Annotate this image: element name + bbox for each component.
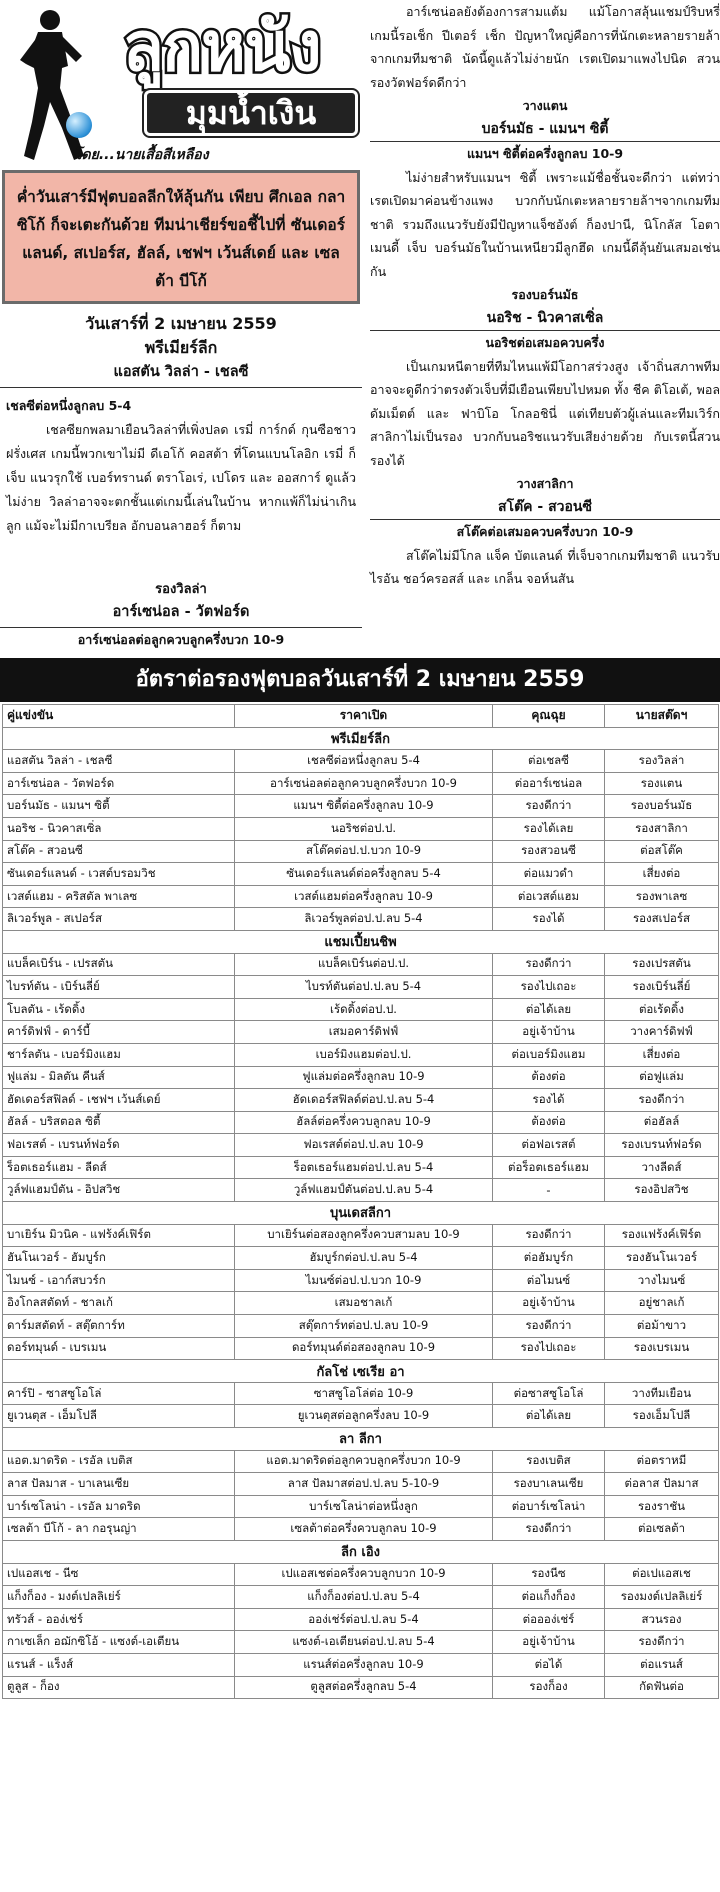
cell-tipster-1: อยู่เจ้าบ้าน	[493, 1021, 605, 1044]
byline: โดย...นายเสื้อสีเหลือง	[74, 147, 209, 163]
cell-tipster-2: สวนรอง	[605, 1608, 719, 1631]
cell-opening-odds: วูล์ฟแฮมป์ตันต่อป.ป.ลบ 5-4	[235, 1179, 493, 1202]
table-row	[3, 1315, 719, 1338]
cell-opening-odds: เวสต์แฮมต่อครึ่งลูกลบ 10-9	[235, 885, 493, 908]
cell-tipster-2: รองราชัน	[605, 1495, 719, 1518]
cell-matchup: แอสตัน วิลล่า - เชลซี	[3, 750, 235, 773]
cell-matchup: สโต๊ค - สวอนซี	[3, 840, 235, 863]
cell-opening-odds: ลาส ปัลมาสต่อป.ป.ลบ 5-10-9	[235, 1473, 493, 1496]
cell-opening-odds: เสมอคาร์ดิฟฟ์	[235, 1021, 493, 1044]
league-header-row	[3, 1428, 719, 1451]
cell-tipster-2: รองเบิร์นลี่ย์	[605, 976, 719, 999]
cell-tipster-1: ต่อซาสซูโอโล่	[493, 1382, 605, 1405]
cell-matchup: แรนส์ - แร็งส์	[3, 1653, 235, 1676]
cell-matchup: แก็งก็อง - มงต์เปลลิเย่ร์	[3, 1586, 235, 1609]
tip-label: รองวิลล่า	[155, 582, 207, 597]
article-paragraph: สโต๊คไม่มีโกล แจ็ค บัตแลนด์ ที่เจ็บจากเกมทีมชาติ แนวรับ ไรอัน ชอว์ครอสส์ และ เกล็น จอห์นสัน	[370, 547, 720, 586]
cell-tipster-1: รองสวอนซี	[493, 840, 605, 863]
cell-tipster-2: รองแฟร้งค์เฟิร์ต	[605, 1224, 719, 1247]
cell-matchup: ฮัดเดอร์สฟิลด์ - เชฟฯ เว้นส์เดย์	[3, 1089, 235, 1112]
league-header-row	[3, 1540, 719, 1563]
cell-tipster-1: รองได้เลย	[493, 817, 605, 840]
cell-tipster-1: ต้องต่อ	[493, 1111, 605, 1134]
table-row	[3, 1586, 719, 1609]
cell-tipster-1: ต้องต่อ	[493, 1066, 605, 1089]
cell-tipster-2: กัดฟันต่อ	[605, 1676, 719, 1699]
cell-matchup: ฟูแล่ม - มิลตัน คีนส์	[3, 1066, 235, 1089]
cell-tipster-2: รองเบรเมน	[605, 1337, 719, 1360]
cell-matchup: ร็อตเธอร์แฮม - ลีดส์	[3, 1156, 235, 1179]
cell-tipster-1: ต่อเบอร์มิงแฮม	[493, 1043, 605, 1066]
table-row	[3, 998, 719, 1021]
odds-table-body	[3, 727, 719, 1699]
header-tipster-1: คุณฉุย	[493, 705, 605, 728]
cell-matchup: เซลต้า บีโก้ - ลา กอรุนญ่า	[3, 1518, 235, 1541]
cell-tipster-2: ต่อฮัลล์	[605, 1111, 719, 1134]
promo-box: ค่ำวันเสาร์มีฟุตบอลลีกให้ลุ้นกัน เพียบ ศึกเอล กลาซิโก้ ก็จะเตะกันด้วย ทีมน่าเชียร์ขอชี้ไปที่ ซันเดอร์แลนด์, สเปอร์ส, ฮัลล์, เชฟฯ เว้นส์เดย์ และ เซลต้า บีโก้	[2, 170, 360, 304]
cell-tipster-2: รองบอร์นมัธ	[605, 795, 719, 818]
cell-tipster-1: รองดีกว่า	[493, 953, 605, 976]
cell-matchup: ทรัวส์ - ออง่เช่ร์	[3, 1608, 235, 1631]
header-opening-odds: ราคาเปิด	[235, 705, 493, 728]
cell-tipster-2: วางลีดส์	[605, 1156, 719, 1179]
top-section	[0, 0, 720, 652]
cell-tipster-1: ต่อฮัมบูร์ก	[493, 1247, 605, 1270]
cell-tipster-1: รองได้	[493, 908, 605, 931]
cell-opening-odds: เชลซีต่อหนึ่งลูกลบ 5-4	[235, 750, 493, 773]
cell-tipster-2: รองดีกว่า	[605, 1089, 719, 1112]
cell-tipster-2: อยู่ชาลเก้	[605, 1292, 719, 1315]
cell-tipster-2: รองพาเลซ	[605, 885, 719, 908]
cell-tipster-1: รองได้	[493, 1089, 605, 1112]
table-row	[3, 863, 719, 886]
table-row	[3, 1608, 719, 1631]
cell-tipster-2: ต่อฟูแล่ม	[605, 1066, 719, 1089]
league-header-row	[3, 1202, 719, 1225]
cell-matchup: ดอร์ทมุนด์ - เบรเมน	[3, 1337, 235, 1360]
table-header-row	[3, 705, 719, 728]
table-row	[3, 1089, 719, 1112]
tip-label: รองบอร์นมัธ	[511, 287, 579, 302]
cell-opening-odds: ดอร์ทมุนด์ต่อสองลูกลบ 10-9	[235, 1337, 493, 1360]
cell-opening-odds: ฮัดเดอร์สฟิลด์ต่อป.ป.ลบ 5-4	[235, 1089, 493, 1112]
cell-matchup: ซันเดอร์แลนด์ - เวสต์บรอมวิช	[3, 863, 235, 886]
cell-tipster-2: เสี่ยงต่อ	[605, 1043, 719, 1066]
cell-matchup: เปแอสเช - นีซ	[3, 1563, 235, 1586]
tip-label: วางสาลิกา	[516, 476, 574, 491]
cell-tipster-1: ต่อเชลซี	[493, 750, 605, 773]
cell-tipster-1: ต่อฟอเรสต์	[493, 1134, 605, 1157]
cell-tipster-2: รองเบรนท์ฟอร์ด	[605, 1134, 719, 1157]
cell-tipster-1: ต่อไมนซ์	[493, 1269, 605, 1292]
cell-tipster-2: รองสเปอร์ส	[605, 908, 719, 931]
table-row	[3, 1021, 719, 1044]
cell-opening-odds: แอต.มาดริดต่อลูกควบลูกครึ่งบวก 10-9	[235, 1450, 493, 1473]
cell-matchup: บอร์นมัธ - แมนฯ ซิตี้	[3, 795, 235, 818]
table-row	[3, 840, 719, 863]
cell-opening-odds: ลิเวอร์พูลต่อป.ป.ลบ 5-4	[235, 908, 493, 931]
match-odds: นอริชต่อเสมอควบครึ่ง	[485, 335, 605, 350]
cell-tipster-2: ต่อตราหมี	[605, 1450, 719, 1473]
cell-matchup: กาเซเล็ก อฌักซิโอ้ - แซงต์-เอเตียน	[3, 1631, 235, 1654]
tip-label: วางแตน	[522, 98, 568, 113]
cell-matchup: ไมนซ์ - เอาก์สบวร์ก	[3, 1269, 235, 1292]
cell-tipster-2: ต่อเปแอสเช	[605, 1563, 719, 1586]
table-row	[3, 1066, 719, 1089]
logo-main-text: ลูกหนัง	[122, 8, 320, 87]
cell-tipster-1: ต่อเวสต์แฮม	[493, 885, 605, 908]
article-paragraph: อาร์เซน่อลยังต้องการสามแต้ม แม้โอกาสลุ้นแชมป์ริบหรี่ เกมนี้รอเช็ก ปีเตอร์ เช็ก ปัญหาใหญ่คือการที่นักเตะหลายรายล้าจากเกมทีมชาติ นัดนี้ดูแล้วไม่ง่ายนัก เรตเปิดมาแพงไปนิด สวนรองวัตฟอร์ดดีกว่า	[370, 4, 720, 90]
cell-matchup: ยูเวนตุส - เอ็มโปลี	[3, 1405, 235, 1428]
table-row	[3, 1269, 719, 1292]
league-name: แชมเปี้ยนชิพ	[3, 930, 719, 953]
cell-matchup: วูล์ฟแฮมป์ตัน - อิปสวิช	[3, 1179, 235, 1202]
article-league: พรีเมียร์ลีก	[144, 338, 218, 357]
cell-tipster-2: วางไมนซ์	[605, 1269, 719, 1292]
article-body: เชลซียกพลมาเยือนวิลล่าที่เพิ่งปลด เรมี่ การ์กด์ กุนซือชาวฝรั่งเศส เกมนี้พวกเขาไม่มี ดีเอโก้ คอสต้า ที่โดนแบนโลอิก เรมี่ ก็เจ็บ แนวรุกใช้ เบอร์ทรานด์ ตราโอเร่, เปโดร และ ออสการ์ ดูแล้วไม่ง่าย วิลล่าอาจจะตกชั้นแต่เกมนี้เล่นในบ้าน หากแพ้ก็ไม่น่าเกินลูก แม้จะไม่มีกาเบรียล อักบอนลาฮอร์ ก็ตาม	[6, 422, 356, 533]
cell-tipster-1: รองเบติส	[493, 1450, 605, 1473]
cell-opening-odds: อาร์เซน่อลต่อลูกควบลูกครึ่งบวก 10-9	[235, 772, 493, 795]
cell-tipster-2: วางทีมเยือน	[605, 1382, 719, 1405]
cell-tipster-2: ต่อเร้ดดิ้ง	[605, 998, 719, 1021]
cell-tipster-1: รองก็อง	[493, 1676, 605, 1699]
table-row	[3, 1495, 719, 1518]
cell-tipster-2: รองอิปสวิช	[605, 1179, 719, 1202]
cell-matchup: เวสต์แฮม - คริสตัล พาเลซ	[3, 885, 235, 908]
cell-tipster-2: ต่อลาส ปัลมาส	[605, 1473, 719, 1496]
cell-tipster-1: รองบาเลนเซีย	[493, 1473, 605, 1496]
cell-opening-odds: เบอร์มิงแฮมต่อป.ป.	[235, 1043, 493, 1066]
cell-tipster-2: ต่อม้าขาว	[605, 1315, 719, 1338]
header-matchup: คู่แข่งขัน	[3, 705, 235, 728]
table-row	[3, 1247, 719, 1270]
cell-tipster-2: รองวิลล่า	[605, 750, 719, 773]
cell-tipster-1: ต่อร็อตเธอร์แฮม	[493, 1156, 605, 1179]
cell-matchup: โบลตัน - เร้ดดิ้ง	[3, 998, 235, 1021]
table-row	[3, 1382, 719, 1405]
cell-opening-odds: เสมอชาลเก้	[235, 1292, 493, 1315]
league-header-row	[3, 1360, 719, 1383]
cell-tipster-1: รองดีกว่า	[493, 1224, 605, 1247]
article-date: วันเสาร์ที่ 2 เมษายน 2559	[85, 314, 277, 333]
cell-matchup: แอต.มาดริด - เรอัล เบติส	[3, 1450, 235, 1473]
cell-matchup: ฮันโนเวอร์ - ฮัมบูร์ก	[3, 1247, 235, 1270]
table-row	[3, 1337, 719, 1360]
table-row	[3, 750, 719, 773]
cell-opening-odds: แรนส์ต่อครึ่งลูกลบ 10-9	[235, 1653, 493, 1676]
match-title: นอริช - นิวคาสเซิ่ล	[370, 307, 720, 332]
cell-tipster-1: รองดีกว่า	[493, 1518, 605, 1541]
cell-opening-odds: แก็งก็องต่อป.ป.ลบ 5-4	[235, 1586, 493, 1609]
table-row	[3, 1518, 719, 1541]
match-odds: อาร์เซน่อลต่อลูกควบลูกครึ่งบวก 10-9	[77, 632, 285, 647]
cell-opening-odds: เซลต้าต่อครึ่งควบลูกลบ 10-9	[235, 1518, 493, 1541]
cell-matchup: ลาส ปัลมาส - บาเลนเซีย	[3, 1473, 235, 1496]
cell-tipster-1: ต่อแมวดำ	[493, 863, 605, 886]
cell-tipster-1: รองดีกว่า	[493, 795, 605, 818]
cell-opening-odds: แบล็คเบิร์นต่อป.ป.	[235, 953, 493, 976]
table-row	[3, 772, 719, 795]
cell-matchup: ชาร์ลตัน - เบอร์มิงแฮม	[3, 1043, 235, 1066]
cell-tipster-1: ต่อได้เลย	[493, 998, 605, 1021]
table-row	[3, 953, 719, 976]
cell-matchup: บาร์เซโลน่า - เรอัล มาดริด	[3, 1495, 235, 1518]
left-column	[0, 0, 362, 652]
cell-tipster-2: วางคาร์ดิฟฟ์	[605, 1021, 719, 1044]
match-title: อาร์เซน่อล - วัตฟอร์ด	[0, 600, 362, 628]
cell-opening-odds: ซันเดอร์แลนด์ต่อครึ่งลูกลบ 5-4	[235, 863, 493, 886]
cell-matchup: ไบรท์ตัน - เบิร์นลี่ย์	[3, 976, 235, 999]
cell-opening-odds: นอริชต่อป.ป.	[235, 817, 493, 840]
odds-table	[2, 704, 719, 1699]
masthead-logo	[4, 6, 360, 164]
table-row	[3, 908, 719, 931]
table-row	[3, 1179, 719, 1202]
match-odds: แมนฯ ซิตี้ต่อครึ่งลูกลบ 10-9	[466, 146, 624, 161]
cell-opening-odds: บาเยิร์นต่อสองลูกครึ่งควบสามลบ 10-9	[235, 1224, 493, 1247]
cell-opening-odds: สโต๊คต่อป.ป.บวก 10-9	[235, 840, 493, 863]
cell-opening-odds: ฮัลล์ต่อครึ่งควบลูกลบ 10-9	[235, 1111, 493, 1134]
cell-tipster-1: รองไปเถอะ	[493, 976, 605, 999]
cell-matchup: ดาร์มสตัดท์ - สตุ๊ตการ์ท	[3, 1315, 235, 1338]
cell-tipster-2: รองมงต์เปลลิเย่ร์	[605, 1586, 719, 1609]
cell-opening-odds: สตุ๊ตการ์ทต่อป.ป.ลบ 10-9	[235, 1315, 493, 1338]
league-header-row	[3, 727, 719, 750]
cell-matchup: นอริช - นิวคาสเซิ่ล	[3, 817, 235, 840]
table-row	[3, 885, 719, 908]
table-row	[3, 1224, 719, 1247]
cell-tipster-1: ต่ออาร์เซน่อล	[493, 772, 605, 795]
cell-opening-odds: ร็อตเธอร์แฮมต่อป.ป.ลบ 5-4	[235, 1156, 493, 1179]
league-name: พรีเมียร์ลีก	[3, 727, 719, 750]
table-row	[3, 817, 719, 840]
table-row	[3, 1473, 719, 1496]
article-paragraph: เป็นเกมหนีตายที่ทีมไหนแพ้มีโอกาสร่วงสูง เจ้าถิ่นสภาพทีมอาจจะดูดีกว่าตรงตัวเจ็บที่มีเยือนเพียบไปหมด ทั้ง ชีค ติโอเต้, พอล ดัมเม็ตต์ และ ฟาบิโอ โกลอชินี่ แต่เทียบตัวผู้เล่นและทีมเวิร์ก สาลิกาไม่เป็นรอง บวกกับนอริชแนวรับเสียง่ายด้วย กับเรตนี้สวนรองได้	[370, 358, 720, 468]
cell-matchup: คาร์ดิฟฟ์ - ดาร์บี้	[3, 1021, 235, 1044]
cell-matchup: ฟอเรสต์ - เบรนท์ฟอร์ด	[3, 1134, 235, 1157]
cell-matchup: แบล็คเบิร์น - เปรสตัน	[3, 953, 235, 976]
cell-opening-odds: แมนฯ ซิตี้ต่อครึ่งลูกลบ 10-9	[235, 795, 493, 818]
header-tipster-2: นายสต๊ดฯ	[605, 705, 719, 728]
cell-tipster-1: ต่อได้เลย	[493, 1405, 605, 1428]
cell-tipster-1: ต่อแก็งก็อง	[493, 1586, 605, 1609]
cell-tipster-1: อยู่เจ้าบ้าน	[493, 1631, 605, 1654]
cell-matchup: ตูลูส - ก็อง	[3, 1676, 235, 1699]
table-row	[3, 795, 719, 818]
table-row	[3, 1631, 719, 1654]
cell-opening-odds: ซาสซูโอโล่ต่อ 10-9	[235, 1382, 493, 1405]
cell-opening-odds: ตูลูสต่อครึ่งลูกลบ 5-4	[235, 1676, 493, 1699]
cell-tipster-1: ต่อออง่เช่ร์	[493, 1608, 605, 1631]
table-row	[3, 1043, 719, 1066]
cell-tipster-2: รองเอ็มโปลี	[605, 1405, 719, 1428]
cell-matchup: ลิเวอร์พูล - สเปอร์ส	[3, 908, 235, 931]
cell-tipster-2: รองฮันโนเวอร์	[605, 1247, 719, 1270]
cell-tipster-1: รองดีกว่า	[493, 1315, 605, 1338]
match-odds: สโต๊คต่อเสมอควบครึ่งบวก 10-9	[456, 524, 634, 539]
table-row	[3, 1653, 719, 1676]
cell-matchup: ฮัลล์ - บริสตอล ซิตี้	[3, 1111, 235, 1134]
league-name: กัลโช่ เซเรีย อา	[3, 1360, 719, 1383]
table-row	[3, 1134, 719, 1157]
table-row	[3, 1450, 719, 1473]
cell-tipster-1: -	[493, 1179, 605, 1202]
table-row	[3, 1405, 719, 1428]
match-odds: เชลซีต่อหนึ่งลูกลบ 5-4	[6, 398, 132, 413]
cell-opening-odds: ฮัมบูร์กต่อป.ป.ลบ 5-4	[235, 1247, 493, 1270]
match-title: สโต๊ค - สวอนซี	[370, 496, 720, 521]
odds-table-banner: อัตราต่อรองฟุตบอลวันเสาร์ที่ 2 เมษายน 2559	[0, 658, 720, 702]
cell-opening-odds: ฟูแล่มต่อครึ่งลูกลบ 10-9	[235, 1066, 493, 1089]
league-name: บุนเดสลีกา	[3, 1202, 719, 1225]
match-title: บอร์นมัธ - แมนฯ ซิตี้	[370, 118, 720, 143]
table-row	[3, 1111, 719, 1134]
table-row	[3, 1676, 719, 1699]
logo-sub-text: มุมน้ำเงิน	[144, 90, 358, 136]
table-row	[3, 976, 719, 999]
cell-matchup: คาร์ปิ - ซาสซูโอโล่	[3, 1382, 235, 1405]
cell-opening-odds: เร้ดดิ้งต่อป.ป.	[235, 998, 493, 1021]
cell-tipster-1: ต่อบาร์เซโลน่า	[493, 1495, 605, 1518]
cell-tipster-2: เสี่ยงต่อ	[605, 863, 719, 886]
league-name: ลา ลีกา	[3, 1428, 719, 1451]
cell-opening-odds: เปแอสเชต่อครึ่งควบลูกบวก 10-9	[235, 1563, 493, 1586]
cell-tipster-2: ต่อสโต๊ค	[605, 840, 719, 863]
cell-matchup: อาร์เซน่อล - วัตฟอร์ด	[3, 772, 235, 795]
league-name: ลีก เอิง	[3, 1540, 719, 1563]
cell-tipster-2: ต่อแรนส์	[605, 1653, 719, 1676]
cell-matchup: บาเยิร์น มิวนิค - แฟร้งค์เฟิร์ต	[3, 1224, 235, 1247]
odds-table-section	[0, 658, 720, 1892]
cell-tipster-2: รองแตน	[605, 772, 719, 795]
cell-tipster-1: ต่อได้	[493, 1653, 605, 1676]
cell-tipster-1: รองนีซ	[493, 1563, 605, 1586]
cell-opening-odds: แซงต์-เอเตียนต่อป.ป.ลบ 5-4	[235, 1631, 493, 1654]
match-title: แอสตัน วิลล่า - เชลซี	[0, 360, 362, 388]
cell-opening-odds: ไมนซ์ต่อป.ป.บวก 10-9	[235, 1269, 493, 1292]
cell-tipster-2: รองดีกว่า	[605, 1631, 719, 1654]
table-row	[3, 1156, 719, 1179]
cell-tipster-1: รองไปเถอะ	[493, 1337, 605, 1360]
article-paragraph: ไม่ง่ายสำหรับแมนฯ ซิตี้ เพราะแม้ชื่อชั้นจะดีกว่า แต่ทว่าเรตเปิดมาค่อนข้างแพง บวกกับนักเตะหลายรายล้าฯจากเกมทีมชาติ รวมถึงแนวรับยังมีปัญหาแจ็ซอังต์ ก็องปานี, นิโกลัส โอตาเมนดี้ เจ็บ บอร์นมัธในบ้านเหนียวมีลูกฮึด เกมนี้ดีลุ้นยันเสมอเช่นกัน	[370, 169, 720, 279]
cell-tipster-2: ต่อเซลต้า	[605, 1518, 719, 1541]
cell-opening-odds: บาร์เซโลน่าต่อหนึ่งลูก	[235, 1495, 493, 1518]
cell-tipster-2: รองสาลิกา	[605, 817, 719, 840]
cell-opening-odds: ออง่เช่ร์ต่อป.ป.ลบ 5-4	[235, 1608, 493, 1631]
table-row	[3, 1563, 719, 1586]
cell-matchup: อิงโกลสตัดท์ - ชาลเก้	[3, 1292, 235, 1315]
cell-opening-odds: ไบรท์ตันต่อป.ป.ลบ 5-4	[235, 976, 493, 999]
right-column	[370, 0, 720, 652]
cell-tipster-1: อยู่เจ้าบ้าน	[493, 1292, 605, 1315]
table-row	[3, 1292, 719, 1315]
cell-opening-odds: ยูเวนตุสต่อลูกครึ่งลบ 10-9	[235, 1405, 493, 1428]
cell-opening-odds: ฟอเรสต์ต่อป.ป.ลบ 10-9	[235, 1134, 493, 1157]
league-header-row	[3, 930, 719, 953]
cell-tipster-2: รองเปรสตัน	[605, 953, 719, 976]
football-icon	[66, 112, 92, 138]
